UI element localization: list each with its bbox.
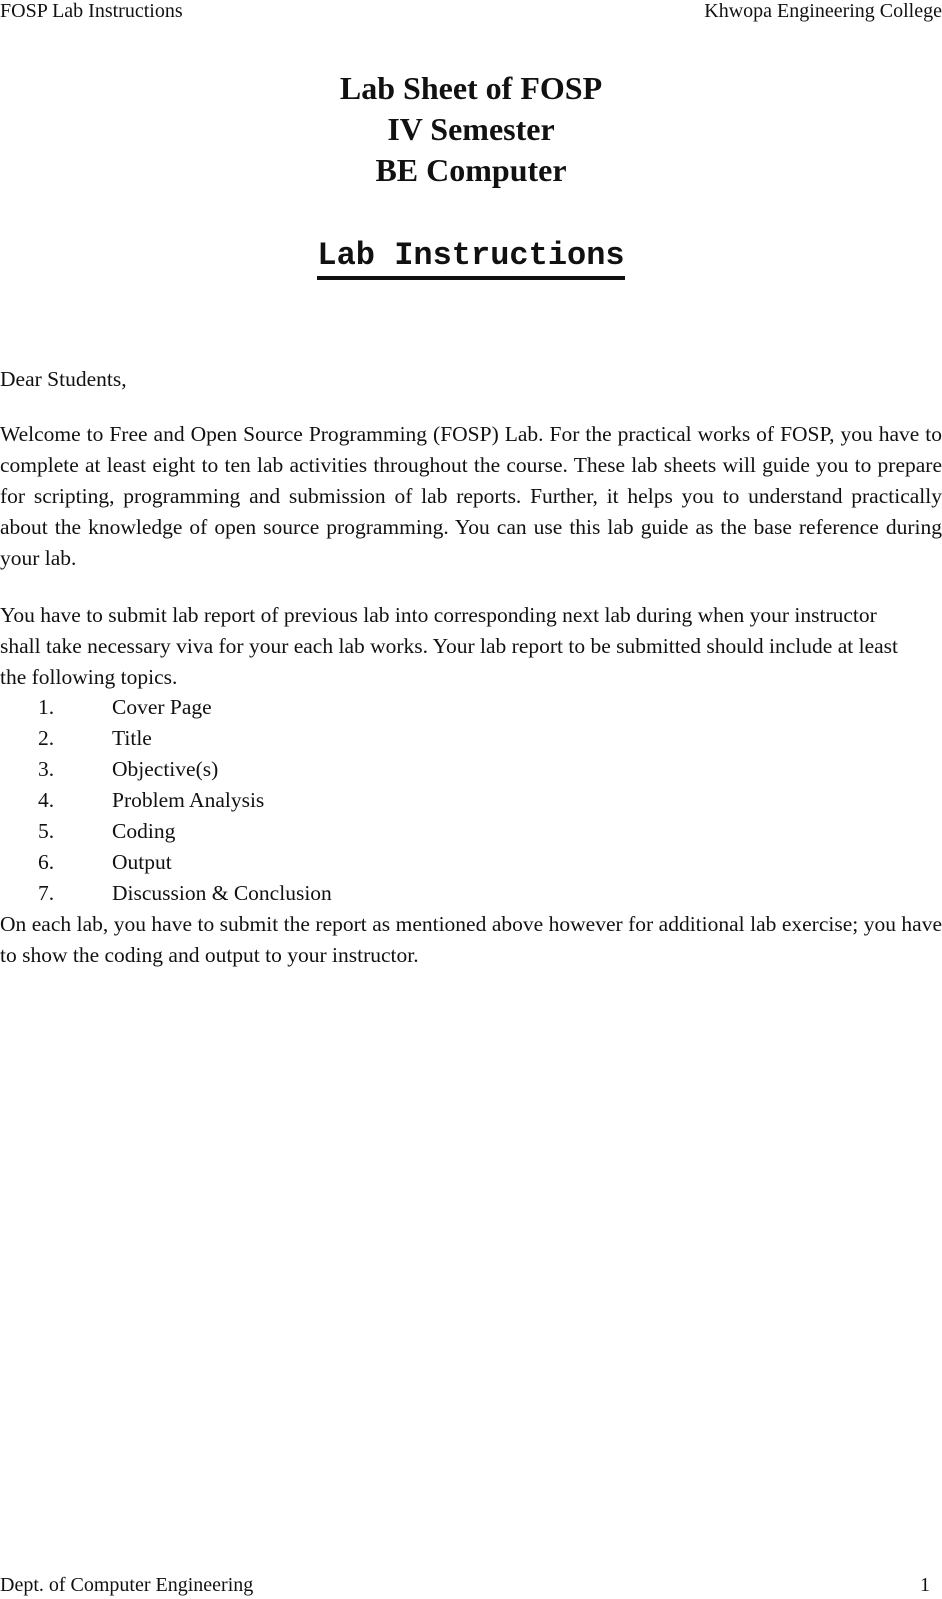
list-item	[0, 754, 942, 785]
list-item	[0, 723, 942, 754]
list-item-number: 4.	[38, 788, 55, 812]
list-item-text: Discussion & Conclusion	[112, 881, 332, 905]
salutation: Dear Students,	[0, 367, 127, 391]
title-block	[0, 68, 942, 191]
report-topics-list	[0, 692, 942, 909]
intro-paragraph: Welcome to Free and Open Source Programming (FOSP) Lab. For the practical works of FOSP, you have to complete at least eight to ten lab activities throughout the course. These lab sheets will guide you to prepare for scripting, programming and submission of lab reports. Further, it helps you to understand practically about the knowledge of open source programming. You can use this lab guide as the base reference during your lab.	[0, 422, 942, 570]
list-item-text: Objective(s)	[112, 757, 219, 781]
list-item-number: 3.	[38, 757, 55, 781]
list-item-number: 2.	[38, 726, 55, 750]
list-item-number: 1.	[38, 695, 55, 719]
list-item-number: 5.	[38, 819, 55, 843]
page-header	[0, 0, 942, 22]
list-item-text: Output	[112, 850, 172, 874]
list-item-text: Cover Page	[112, 695, 212, 719]
list-item-number: 6.	[38, 850, 55, 874]
lab-instructions-heading: Lab Instructions	[317, 236, 624, 280]
footer-department: Dept. of Computer Engineering	[0, 1574, 254, 1596]
closing-paragraph: On each lab, you have to submit the report as mentioned above however for additional lab exercise; you have to show the coding and output to your instructor.	[0, 912, 942, 967]
list-item	[0, 692, 942, 723]
list-item	[0, 847, 942, 878]
header-college-name: Khwopa Engineering College	[704, 0, 942, 22]
header-course-title: FOSP Lab Instructions	[0, 0, 183, 22]
list-item-text: Problem Analysis	[112, 788, 265, 812]
document-title: Lab Sheet of FOSP	[339, 70, 603, 106]
list-item	[0, 816, 942, 847]
list-item-number: 7.	[38, 881, 55, 905]
list-item-text: Title	[112, 726, 152, 750]
page-number: 1	[920, 1574, 930, 1596]
semester-title: IV Semester	[387, 111, 555, 147]
list-item	[0, 878, 942, 909]
program-title: BE Computer	[375, 152, 567, 188]
report-paragraph: You have to submit lab report of previous lab into corresponding next lab during when your instructor shall take necessary viva for your each lab works. Your lab report to be submitted should include at least the following topics.	[0, 603, 898, 689]
list-item	[0, 785, 942, 816]
page-footer	[0, 1573, 942, 1597]
list-item-text: Coding	[112, 819, 176, 843]
section-heading	[0, 236, 942, 280]
